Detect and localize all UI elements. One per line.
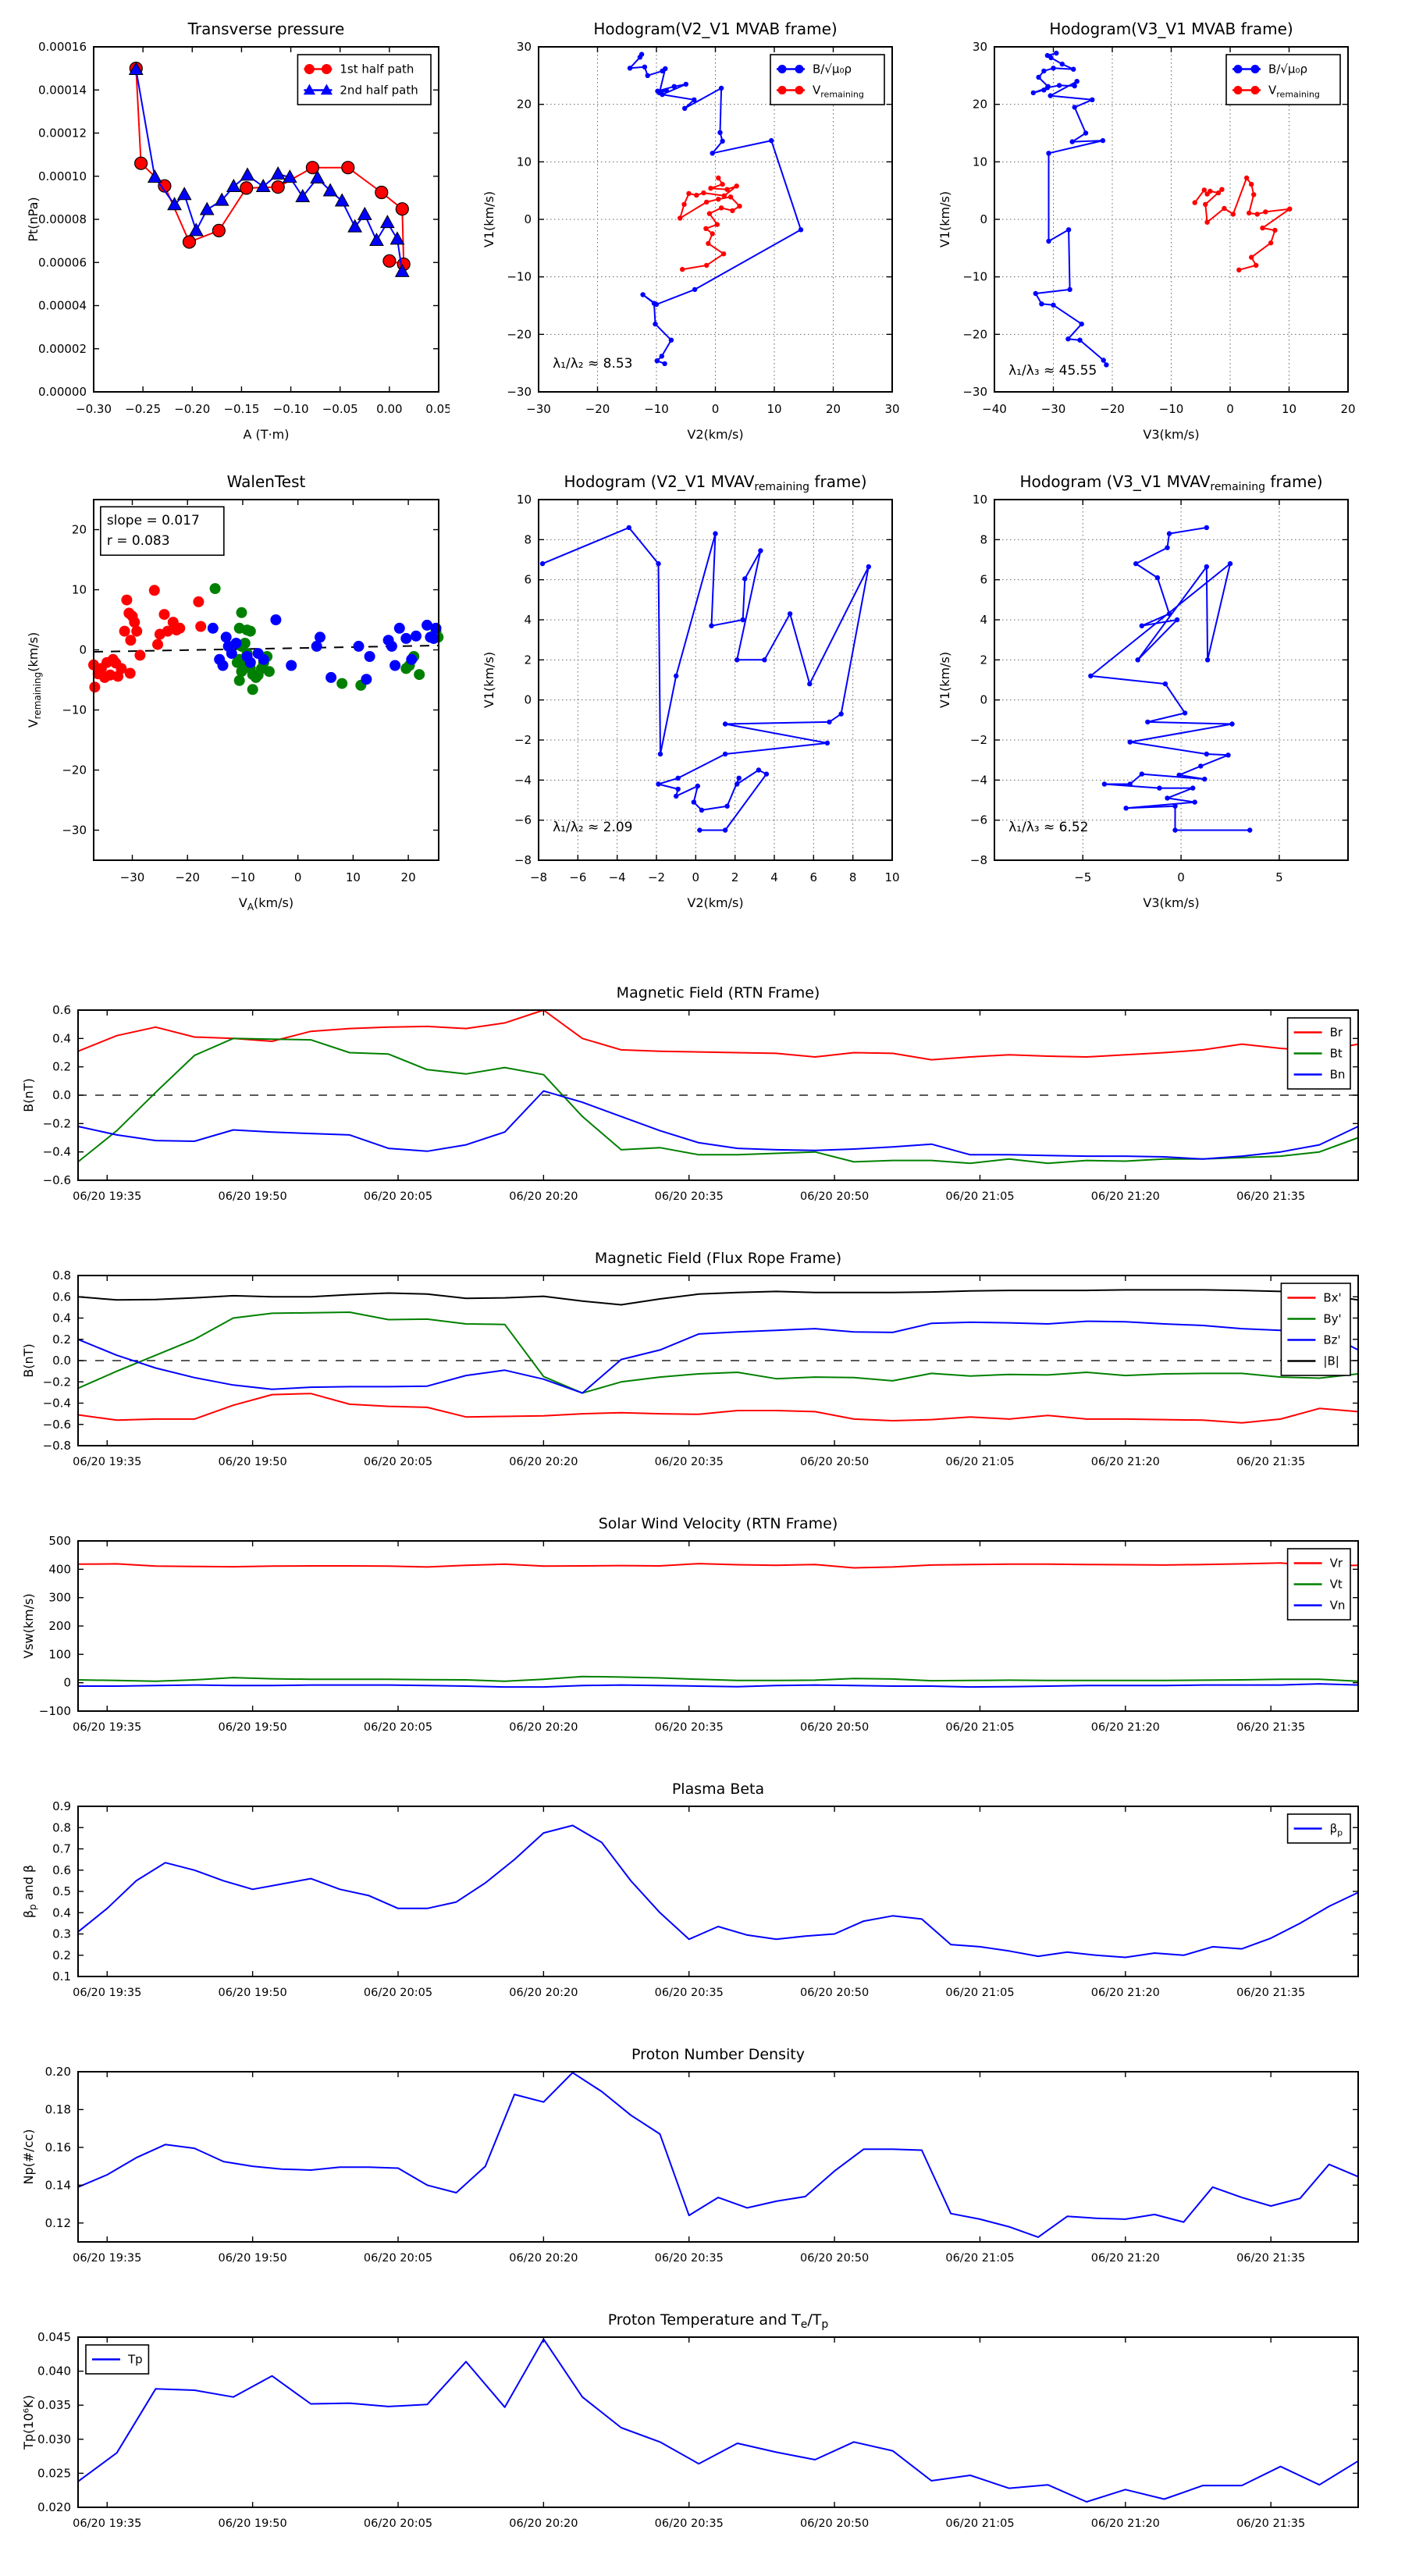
- y-tick-label: 0.045: [37, 2330, 71, 2344]
- y-tick-label: 100: [48, 1647, 71, 1662]
- y-tick-label: 0.6: [52, 1003, 71, 1017]
- x-tick-label: −20: [1100, 402, 1125, 416]
- x-tick-label: 06/20 20:05: [363, 1987, 433, 1999]
- y-tick-label: 10: [516, 493, 532, 507]
- x-tick-label: −0.05: [322, 402, 358, 416]
- x-tick-label: 30: [884, 402, 900, 416]
- y-axis-label: V1(km/s): [937, 190, 952, 248]
- y-tick-label: 0.14: [44, 2178, 71, 2193]
- plot-border: [78, 2072, 1358, 2242]
- y-tick-label: 0.00000: [37, 385, 87, 399]
- x-tick-label: 06/20 21:20: [1090, 2517, 1160, 2530]
- y-tick-label: −30: [962, 385, 987, 399]
- y-tick-label: −6: [969, 813, 987, 827]
- x-tick-label: 06/20 20:50: [799, 2252, 870, 2265]
- y-tick-label: 0.00012: [37, 126, 87, 141]
- y-tick-label: −8: [969, 853, 987, 867]
- y-tick-label: 0.5: [52, 1884, 71, 1898]
- y-tick-label: −20: [62, 763, 87, 777]
- y-tick-label: −2: [969, 733, 987, 747]
- x-tick-label: 06/20 19:50: [218, 1721, 287, 1734]
- x-tick-label: 06/20 19:35: [73, 1456, 142, 1468]
- y-tick-label: 0: [524, 692, 532, 707]
- chart-hodogram-v-v2v1: [478, 459, 903, 945]
- y-tick-label: 8: [980, 532, 987, 547]
- y-tick-label: 0.040: [37, 2364, 71, 2379]
- y-tick-label: 10: [972, 493, 987, 507]
- x-tick-label: 6: [809, 870, 818, 884]
- x-tick-label: 06/20 20:20: [509, 2517, 578, 2530]
- y-axis-label: V1(km/s): [482, 651, 496, 709]
- chart-hodogram-v-v3v1: [934, 459, 1359, 945]
- x-tick-label: 06/20 20:50: [799, 1456, 870, 1468]
- y-tick-label: 300: [48, 1590, 71, 1605]
- x-tick-label: 06/20 19:35: [73, 2517, 142, 2530]
- y-tick-label: 6: [524, 572, 532, 587]
- y-tick-label: −8: [514, 853, 532, 867]
- x-tick-label: −2: [647, 870, 666, 884]
- annotation: λ₁/λ₃ ≈ 6.52: [1008, 820, 1089, 836]
- x-tick-label: 06/20 21:35: [1236, 1721, 1306, 1734]
- x-tick-label: 06/20 20:20: [509, 1987, 578, 1999]
- x-tick-label: 06/20 20:05: [363, 1721, 433, 1734]
- legend-label: 1st half path: [340, 62, 414, 76]
- x-tick-label: 06/20 19:50: [218, 1456, 287, 1468]
- legend-label: Tp: [128, 2352, 143, 2367]
- chart-transverse-pressure: [22, 9, 450, 456]
- x-axis-label: V2(km/s): [687, 427, 744, 442]
- y-tick-label: 10: [516, 155, 532, 169]
- x-tick-label: 06/20 19:35: [73, 1721, 142, 1734]
- chart-title: Solar Wind Velocity (RTN Frame): [598, 1515, 838, 1532]
- chart-canvas-proton-density: [17, 2031, 1388, 2290]
- y-tick-label: −100: [38, 1704, 71, 1718]
- chart-proton-density: [17, 2031, 1388, 2293]
- y-tick-label: 0: [524, 212, 532, 226]
- y-tick-label: 0.020: [37, 2500, 71, 2514]
- y-tick-label: 0.3: [52, 1927, 71, 1941]
- series-|B|: [78, 1290, 1358, 1304]
- annotation: λ₁/λ₂ ≈ 2.09: [553, 820, 633, 836]
- chart-title: Proton Number Density: [631, 2046, 805, 2063]
- chart-canvas-hodogram-v-v3v1: [934, 459, 1359, 941]
- x-tick-label: 06/20 21:20: [1090, 2252, 1160, 2265]
- legend-label: Vt: [1329, 1577, 1343, 1592]
- x-tick-label: 06/20 21:05: [945, 1987, 1015, 1999]
- series-Bz': [78, 1322, 1358, 1393]
- y-tick-label: −10: [62, 703, 87, 717]
- x-tick-label: −0.10: [272, 402, 309, 416]
- y-tick-label: 0.8: [52, 1820, 71, 1835]
- x-tick-label: −30: [119, 870, 145, 884]
- x-tick-label: −8: [529, 870, 548, 884]
- legend-label: Bx': [1323, 1290, 1342, 1305]
- y-axis-label: Np(#/cc): [21, 2129, 36, 2185]
- legend-label: Bt: [1329, 1046, 1343, 1061]
- x-tick-label: −0.20: [174, 402, 211, 416]
- x-tick-label: 20: [1340, 402, 1356, 416]
- x-tick-label: −6: [569, 870, 587, 884]
- chart-canvas-hodogram-v-v2v1: [478, 459, 903, 941]
- y-tick-label: −10: [962, 269, 987, 284]
- x-axis-label: A (T·m): [243, 427, 290, 442]
- series-Vn: [78, 1684, 1358, 1687]
- x-tick-label: 06/20 21:35: [1236, 2252, 1306, 2265]
- x-tick-label: 0.00: [376, 402, 403, 416]
- chart-title: Transverse pressure: [187, 20, 345, 38]
- y-tick-label: 0.035: [37, 2398, 71, 2413]
- x-tick-label: 06/20 20:50: [799, 1721, 870, 1734]
- chart-title: Hodogram (V3_V1 $MVAV_{remaining}$ frame): [1019, 472, 1323, 493]
- chart-title: Proton Temperature and $T_e/T_p$: [607, 2311, 829, 2331]
- x-tick-label: 0: [711, 402, 720, 416]
- y-tick-label: −4: [969, 773, 987, 788]
- legend: [297, 55, 431, 105]
- x-tick-label: 06/20 20:20: [509, 2252, 578, 2265]
- legend-label: 2nd half path: [340, 83, 418, 98]
- stats-text: r = 0.083: [106, 533, 170, 550]
- x-tick-label: 06/20 20:35: [654, 1190, 724, 1203]
- x-tick-label: 06/20 20:05: [363, 2517, 433, 2530]
- y-tick-label: 0.1: [52, 1969, 71, 1984]
- y-tick-label: 6: [980, 572, 987, 587]
- legend-label: Br: [1329, 1025, 1343, 1040]
- chart-title: Hodogram (V2_V1 $MVAV_{remaining}$ frame): [564, 472, 867, 493]
- y-tick-label: −20: [507, 327, 532, 342]
- plot-border: [78, 1806, 1358, 1976]
- y-tick-label: 0.7: [52, 1841, 71, 1856]
- x-tick-label: 0: [1177, 870, 1185, 884]
- chart-v-sw: [17, 1500, 1388, 1763]
- x-axis-label: V2(km/s): [687, 895, 744, 910]
- x-tick-label: 06/20 21:20: [1090, 1190, 1160, 1203]
- x-tick-label: 06/20 20:20: [509, 1721, 578, 1734]
- x-tick-label: 8: [848, 870, 857, 884]
- y-tick-label: 0: [63, 1675, 71, 1690]
- chart-canvas-v-sw: [17, 1500, 1388, 1759]
- x-tick-label: 06/20 20:35: [654, 2252, 724, 2265]
- x-tick-label: 06/20 19:35: [73, 1190, 142, 1203]
- x-tick-label: 06/20 21:05: [945, 1721, 1015, 1734]
- y-tick-label: −4: [514, 773, 532, 788]
- x-tick-label: 06/20 21:05: [945, 2517, 1015, 2530]
- series-Bx': [78, 1393, 1358, 1423]
- series-Br: [78, 1010, 1358, 1060]
- chart-title: Plasma Beta: [671, 1781, 765, 1798]
- series-Bn: [78, 1091, 1358, 1159]
- y-tick-label: 0.0: [52, 1354, 71, 1368]
- x-tick-label: 06/20 21:20: [1090, 1721, 1160, 1734]
- legend-label: $\beta_p$: [1329, 1821, 1343, 1838]
- legend: [1288, 1018, 1350, 1089]
- legend-label: $V_{remaining}$: [1268, 83, 1320, 100]
- y-tick-label: 0.4: [52, 1905, 71, 1920]
- x-axis-label: V3(km/s): [1143, 427, 1200, 442]
- y-tick-label: 0: [980, 212, 987, 226]
- x-tick-label: −10: [230, 870, 255, 884]
- chart-b-rtn: [17, 970, 1388, 1232]
- annotation: λ₁/λ₂ ≈ 8.53: [553, 356, 633, 372]
- x-tick-label: 20: [400, 870, 416, 884]
- legend-label: Bn: [1329, 1067, 1346, 1082]
- legend-label: Bz': [1323, 1332, 1341, 1347]
- x-tick-label: 06/20 21:35: [1236, 1987, 1306, 1999]
- y-tick-label: −20: [962, 327, 987, 342]
- y-tick-label: 30: [516, 40, 532, 54]
- legend-label: B/√μ₀ρ: [1268, 62, 1307, 76]
- x-tick-label: 06/20 20:35: [654, 1987, 724, 1999]
- series-beta_p: [78, 1826, 1358, 1958]
- y-tick-label: 20: [516, 97, 532, 112]
- x-tick-label: 06/20 20:50: [799, 1987, 870, 1999]
- stats-text: slope = 0.017: [106, 513, 200, 529]
- annotation: λ₁/λ₃ ≈ 45.55: [1008, 362, 1097, 379]
- y-tick-label: 0.00004: [37, 298, 87, 313]
- x-tick-label: 06/20 21:35: [1236, 1190, 1306, 1203]
- y-tick-label: 0.00010: [37, 169, 87, 183]
- chart-canvas-transverse-pressure: [22, 9, 450, 453]
- y-axis-label: $\beta_p$ and β: [21, 1864, 38, 1919]
- chart-proton-temp: [17, 2297, 1388, 2571]
- y-tick-label: 0.2: [52, 1948, 71, 1962]
- x-tick-label: 06/20 20:35: [654, 2517, 724, 2530]
- chart-b-flux-rope: [17, 1235, 1388, 1497]
- y-axis-label: V1(km/s): [482, 190, 496, 248]
- chart-canvas-hodogram-b-v3v1: [934, 9, 1359, 453]
- y-tick-label: −0.8: [42, 1439, 71, 1453]
- legend-label: $V_{remaining}$: [813, 83, 864, 100]
- chart-canvas-walen-test: [22, 459, 450, 941]
- x-tick-label: −10: [644, 402, 669, 416]
- x-tick-label: 4: [770, 870, 778, 884]
- y-axis-label: Vsw(km/s): [21, 1593, 36, 1659]
- x-tick-label: 0: [293, 870, 302, 884]
- y-tick-label: 200: [48, 1619, 71, 1633]
- y-tick-label: 0: [980, 692, 987, 707]
- x-tick-label: −4: [608, 870, 626, 884]
- x-tick-label: −10: [1158, 402, 1184, 416]
- y-tick-label: 0.12: [44, 2215, 71, 2230]
- chart-plasma-beta: [17, 1766, 1388, 2028]
- x-tick-label: 10: [767, 402, 782, 416]
- x-tick-label: 06/20 21:35: [1236, 2517, 1306, 2530]
- y-tick-label: 0.025: [37, 2466, 71, 2481]
- chart-title: Hodogram(V3_V1 MVAB frame): [1049, 20, 1293, 38]
- x-tick-label: 06/20 20:05: [363, 1456, 433, 1468]
- legend-label: |B|: [1323, 1354, 1339, 1368]
- series-V path: [1090, 528, 1250, 831]
- x-tick-label: −40: [982, 402, 1007, 416]
- y-tick-label: 0.00006: [37, 255, 87, 270]
- x-tick-label: 0: [692, 870, 700, 884]
- x-tick-label: 06/20 19:50: [218, 1987, 287, 1999]
- y-tick-label: 2: [524, 653, 532, 667]
- y-tick-label: 30: [972, 40, 987, 54]
- y-tick-label: 0.6: [52, 1863, 71, 1877]
- y-tick-label: 2: [980, 653, 987, 667]
- y-axis-label: V1(km/s): [937, 651, 952, 709]
- chart-title: Hodogram(V2_V1 MVAB frame): [593, 20, 838, 38]
- x-tick-label: 5: [1275, 870, 1283, 884]
- x-tick-label: −20: [175, 870, 201, 884]
- chart-canvas-plasma-beta: [17, 1766, 1388, 2025]
- x-tick-label: 06/20 20:35: [654, 1721, 724, 1734]
- x-tick-label: 06/20 21:20: [1090, 1987, 1160, 1999]
- x-tick-label: 06/20 21:05: [945, 2252, 1015, 2265]
- x-tick-label: 06/20 21:05: [945, 1456, 1015, 1468]
- y-tick-label: 0.0: [52, 1088, 71, 1102]
- y-tick-label: 0.20: [44, 2065, 71, 2079]
- y-tick-label: 500: [48, 1534, 71, 1548]
- y-tick-label: −0.4: [42, 1144, 71, 1159]
- y-tick-label: 0.030: [37, 2432, 71, 2446]
- chart-canvas-proton-temp: [17, 2297, 1388, 2568]
- y-tick-label: 0.6: [52, 1290, 71, 1304]
- y-tick-label: −0.2: [42, 1375, 71, 1389]
- y-tick-label: 8: [524, 532, 532, 547]
- chart-hodogram-b-v3v1: [934, 9, 1359, 456]
- y-tick-label: 0.16: [44, 2140, 71, 2154]
- y-tick-label: −2: [514, 733, 532, 747]
- y-tick-label: 0.18: [44, 2102, 71, 2117]
- y-tick-label: 0.9: [52, 1799, 71, 1813]
- y-tick-label: −6: [514, 813, 532, 827]
- x-tick-label: 06/20 21:20: [1090, 1456, 1160, 1468]
- chart-canvas-b-flux-rope: [17, 1235, 1388, 1494]
- x-tick-label: 06/20 19:50: [218, 2517, 287, 2530]
- x-tick-label: 0: [1226, 402, 1234, 416]
- y-tick-label: 400: [48, 1562, 71, 1577]
- x-tick-label: 06/20 19:35: [73, 2252, 142, 2265]
- x-tick-label: 10: [345, 870, 361, 884]
- y-tick-label: −30: [507, 385, 532, 399]
- legend: [1288, 1814, 1350, 1843]
- x-tick-label: 0.05: [425, 402, 450, 416]
- legend: [1281, 1283, 1350, 1375]
- series-V path: [542, 528, 869, 831]
- chart-title: Magnetic Field (Flux Rope Frame): [594, 1250, 842, 1267]
- x-tick-label: −0.25: [125, 402, 162, 416]
- chart-canvas-b-rtn: [17, 970, 1388, 1229]
- y-tick-label: 0.4: [52, 1311, 71, 1325]
- legend: [1288, 1549, 1350, 1620]
- y-axis-label: B(nT): [21, 1343, 36, 1378]
- legend-label: B/√μ₀ρ: [813, 62, 852, 76]
- y-tick-label: 0.8: [52, 1268, 71, 1283]
- x-tick-label: 06/20 20:20: [509, 1456, 578, 1468]
- series-Vt: [78, 1677, 1358, 1681]
- chart-title: WalenTest: [226, 472, 306, 491]
- x-tick-label: 06/20 19:50: [218, 1190, 287, 1203]
- y-tick-label: 0: [79, 642, 87, 657]
- y-tick-label: 0.2: [52, 1059, 71, 1074]
- y-tick-label: 0.00002: [37, 341, 87, 356]
- y-tick-label: 4: [524, 613, 532, 627]
- chart-walen-test: [22, 459, 450, 945]
- y-tick-label: −0.4: [42, 1396, 71, 1411]
- x-tick-label: 06/20 20:50: [799, 1190, 870, 1203]
- x-tick-label: 06/20 21:05: [945, 1190, 1015, 1203]
- plot-border: [539, 500, 892, 860]
- y-tick-label: 10: [972, 155, 987, 169]
- y-tick-label: −0.6: [42, 1173, 71, 1187]
- x-tick-label: −30: [1040, 402, 1066, 416]
- x-tick-label: −20: [585, 402, 610, 416]
- y-axis-label: Tp(10⁶K): [21, 2395, 36, 2450]
- series-Tp: [78, 2339, 1358, 2502]
- legend-label: Vr: [1329, 1556, 1343, 1571]
- x-tick-label: −30: [526, 402, 551, 416]
- x-axis-label: $V_A(km/s)$: [238, 895, 294, 913]
- y-tick-label: 20: [972, 97, 987, 112]
- legend-label: Vn: [1329, 1598, 1346, 1613]
- legend-label: By': [1323, 1311, 1342, 1326]
- y-axis-label: B(nT): [21, 1078, 36, 1112]
- y-tick-label: −10: [507, 269, 532, 284]
- chart-title: Magnetic Field (RTN Frame): [616, 984, 820, 1002]
- y-tick-label: 0.00016: [37, 40, 87, 54]
- x-tick-label: 06/20 20:20: [509, 1190, 578, 1203]
- legend: [86, 2345, 148, 2374]
- x-axis-label: V3(km/s): [1143, 895, 1200, 910]
- x-tick-label: 06/20 19:50: [218, 2252, 287, 2265]
- chart-canvas-hodogram-b-v2v1: [478, 9, 903, 453]
- x-tick-label: 06/20 20:05: [363, 1190, 433, 1203]
- x-tick-label: 06/20 21:35: [1236, 1456, 1306, 1468]
- series-B path: [1033, 53, 1107, 365]
- chart-hodogram-b-v2v1: [478, 9, 903, 456]
- y-tick-label: −30: [62, 823, 87, 838]
- y-tick-label: 0.00014: [37, 83, 87, 98]
- y-tick-label: 0.2: [52, 1332, 71, 1347]
- x-tick-label: 06/20 20:05: [363, 2252, 433, 2265]
- x-tick-label: 10: [884, 870, 900, 884]
- x-tick-label: 06/20 20:35: [654, 1456, 724, 1468]
- y-tick-label: 10: [71, 582, 87, 597]
- series-Np: [78, 2073, 1358, 2237]
- y-axis-label: Pt(nPa): [26, 197, 41, 242]
- y-axis-label: $V_{remaining}(km/s)$: [26, 632, 43, 728]
- x-tick-label: 2: [731, 870, 739, 884]
- y-tick-label: 20: [71, 522, 87, 537]
- y-tick-label: 0.4: [52, 1031, 71, 1046]
- legend: [770, 55, 884, 105]
- series-Bt: [78, 1038, 1358, 1163]
- y-tick-label: −0.6: [42, 1417, 71, 1432]
- x-tick-label: 06/20 20:50: [799, 2517, 870, 2530]
- y-tick-label: 4: [980, 613, 987, 627]
- plot-border: [78, 2337, 1358, 2507]
- y-tick-label: −0.2: [42, 1116, 71, 1131]
- y-tick-label: 0.00008: [37, 212, 87, 226]
- x-tick-label: −5: [1074, 870, 1092, 884]
- x-tick-label: −0.30: [76, 402, 112, 416]
- x-tick-label: −0.15: [223, 402, 260, 416]
- series-Vr: [78, 1563, 1358, 1567]
- x-tick-label: 06/20 19:35: [73, 1987, 142, 1999]
- legend: [1226, 55, 1340, 105]
- x-tick-label: 20: [825, 402, 841, 416]
- x-tick-label: 10: [1281, 402, 1297, 416]
